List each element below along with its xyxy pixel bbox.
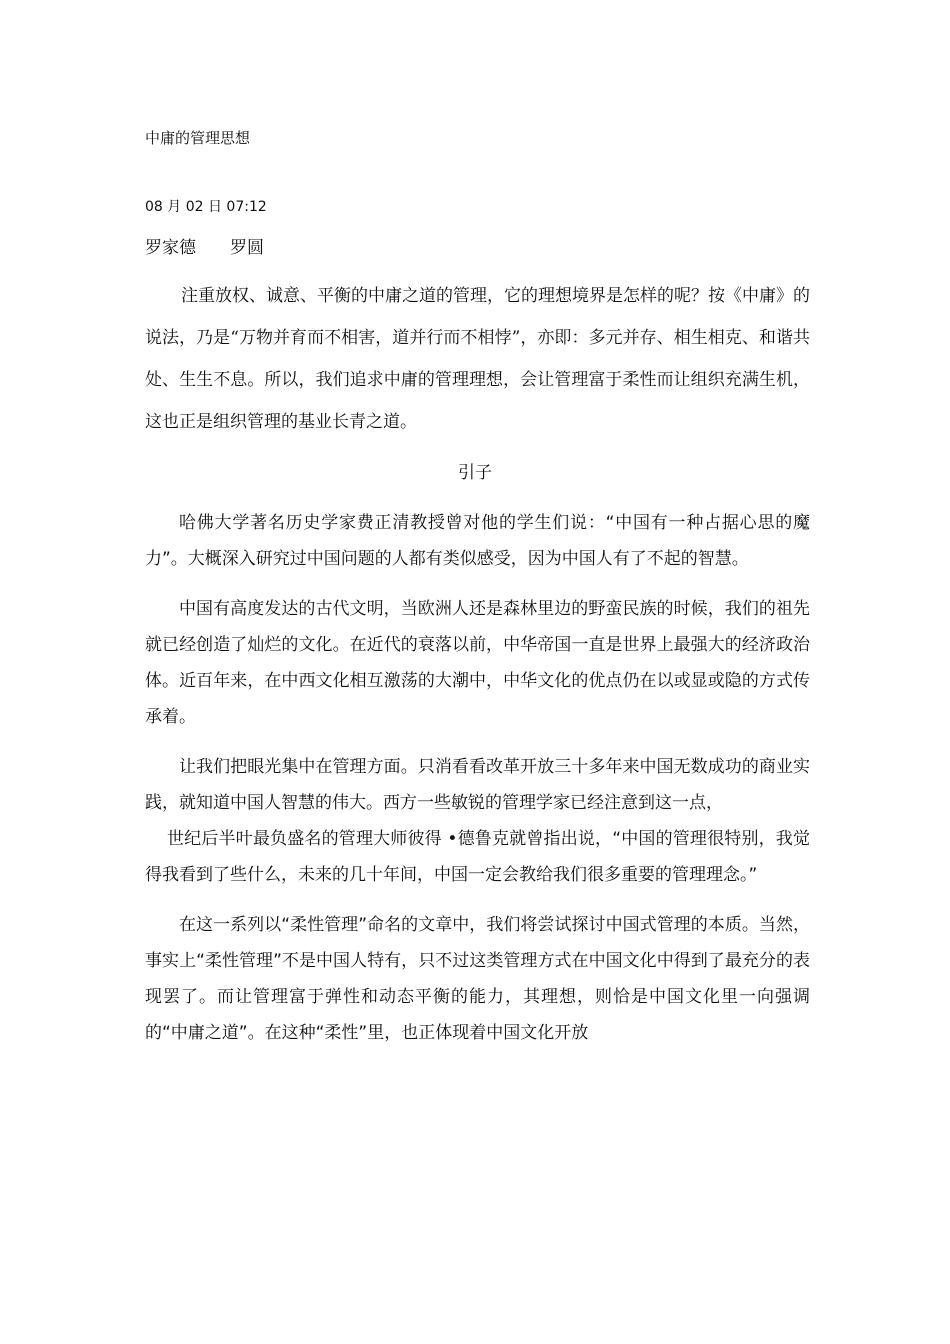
paragraph-4: 在这一系列以“柔性管理”命名的文章中，我们将尝试探讨中国式管理的本质。当然，事实上“柔性管理”不是中国人特有，只不过这类管理方式在中国文化中得到了最充分的表现罢了。而让管理富于弹性和动态平衡的能力，其理想，则恰是中国文化里一向强调的“中庸之道”。在这种“柔性”里，也正体现着中国文化开放 — [145, 915, 810, 1043]
article-body — [145, 505, 810, 1065]
article-authors — [145, 236, 264, 260]
paragraph-1: 哈佛大学著名历史学家费正清教授曾对他的学生们说：“中国有一种占据心思的魔力”。大概深入研究过中国问题的人都有类似感受，因为中国人有了不起的智慧。 — [145, 513, 810, 569]
article-abstract: 注重放权、诚意、平衡的中庸之道的管理，它的理想境界是怎样的呢？按《中庸》的说法，乃是“万物并育而不相害，道并行而不相悖”，亦即：多元并存、相生相克、和谐共处、生生不息。所以，我们追求中庸的管理理想，会让管理富于柔性而让组织充满生机，这也正是组织管理的基业长青之道。 — [145, 286, 810, 432]
paragraph-3-continued: 世纪后半叶最负盛名的管理大师彼得 •德鲁克就曾指出说，“中国的管理很特别，我觉得我看到了些什么，未来的几十年间，中国一定会教给我们很多重要的管理理念。” — [145, 829, 810, 885]
paragraph-2: 中国有高度发达的古代文明，当欧洲人还是森林里边的野蛮民族的时候，我们的祖先就已经创造了灿烂的文化。在近代的衰落以前，中华帝国一直是世界上最强大的经济政治体。近百年来，在中西文化相互激荡的大潮中，中华文化的优点仍在以或显或隐的方式传承着。 — [145, 599, 810, 727]
article-date: 08 月 02 日 07:12 — [145, 199, 267, 215]
paragraph-3: 让我们把眼光集中在管理方面。只消看看改革开放三十多年来中国无数成功的商业实践，就知道中国人智慧的伟大。西方一些敏锐的管理学家已经注意到这一点， — [145, 757, 810, 813]
section-heading: 引子 — [458, 463, 492, 483]
author-1: 罗家德 — [145, 238, 196, 258]
article-title: 中庸的管理思想 — [145, 129, 251, 147]
author-2: 罗圆 — [230, 238, 264, 258]
